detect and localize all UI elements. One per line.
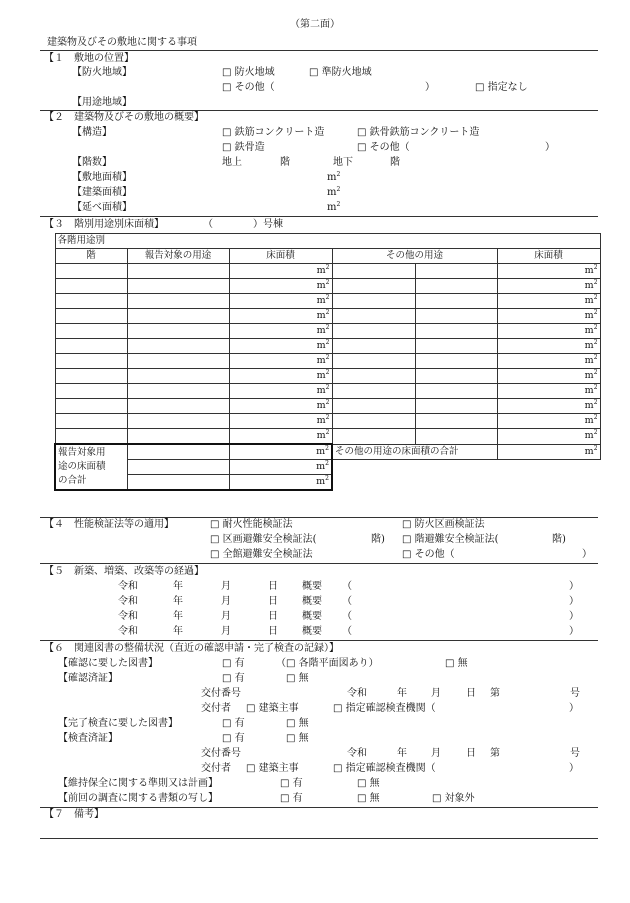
table-row <box>55 294 600 309</box>
verification-option-zone-evacuation[interactable]: □ 区画避難安全検証法( <box>210 534 317 545</box>
other-use-cell[interactable] <box>415 414 497 429</box>
open-paren: （ <box>342 626 352 637</box>
structure-label: 【構造】 <box>72 127 112 138</box>
close-paren: ） <box>569 581 579 592</box>
month-label: 月 <box>431 748 441 759</box>
floor-cell[interactable] <box>55 324 127 339</box>
other-area-cell[interactable]: $m^2$ <box>497 414 600 429</box>
site-area-label: 【敷地面積】 <box>72 172 132 183</box>
day-label: 日 <box>268 611 278 622</box>
other-area-cell[interactable]: $m^2$ <box>497 324 600 339</box>
option-none[interactable]: □ 無 <box>445 658 468 669</box>
table-caption: 各階用途別 <box>55 234 600 249</box>
floor-cell[interactable] <box>55 264 127 279</box>
area-unit: $m^2$ <box>327 201 341 213</box>
table-row <box>55 429 600 445</box>
report-area-cell[interactable]: $m^2$ <box>229 279 332 294</box>
structure-option-rc[interactable]: □ 鉄筋コンクリート造 <box>222 127 325 138</box>
structure-option-other[interactable]: □ その他（ <box>357 142 410 153</box>
year-label: 年 <box>173 596 183 607</box>
table-row <box>55 414 600 429</box>
close-paren: ） <box>545 142 555 153</box>
year-label: 年 <box>173 611 183 622</box>
divider <box>40 563 598 564</box>
day-label: 日 <box>466 688 476 699</box>
building-area-label: 【建築面積】 <box>72 187 132 198</box>
total-floor-area-label: 【延べ面積】 <box>72 202 132 213</box>
table-row <box>55 324 600 339</box>
floor-cell[interactable] <box>55 354 127 369</box>
option-all-floor-plans[interactable]: （□ 各階平面図あり） <box>276 658 379 669</box>
floor-cell[interactable] <box>55 399 127 414</box>
summary-label: 概要 <box>302 611 322 622</box>
floor-area-table <box>54 233 601 491</box>
page-label: （第二面） <box>290 19 340 30</box>
other-total-area-cell[interactable]: $m^2$ <box>497 444 600 460</box>
report-area-cell[interactable]: $m^2$ <box>229 324 332 339</box>
verification-option-fire-compartment[interactable]: □ 防火区画検証法 <box>402 519 485 530</box>
option-has[interactable]: □ 有 <box>280 778 303 789</box>
close-paren: ） <box>569 626 579 637</box>
floor-cell[interactable] <box>55 414 127 429</box>
other-area-cell[interactable]: $m^2$ <box>497 399 600 414</box>
report-area-cell[interactable]: $m^2$ <box>229 429 332 445</box>
confirm-certificate-label: 【確認済証】 <box>58 673 118 684</box>
close-paren: ） <box>582 549 592 560</box>
verification-option-building-evacuation[interactable]: □ 全館避難安全検証法 <box>210 549 313 560</box>
header-report-use: 報告対象の用途 <box>127 249 229 264</box>
maintenance-plan-label: 【維持保全に関する準則又は計画】 <box>58 778 218 789</box>
completion-docs-label: 【完了検査に要した図書】 <box>58 718 178 729</box>
section1-title: 【１ 敷地の位置】 <box>44 53 134 64</box>
report-area-cell[interactable]: $m^2$ <box>229 339 332 354</box>
blank-cell <box>332 475 600 491</box>
other-use-cell[interactable] <box>332 429 415 445</box>
close-paren: ） <box>569 596 579 607</box>
area-unit: $m^2$ <box>327 171 341 183</box>
other-use-cell[interactable] <box>332 264 415 279</box>
inspection-certificate-label: 【検査済証】 <box>58 733 118 744</box>
header-area: 床面積 <box>497 249 600 264</box>
issue-number-label: 交付番号 <box>201 688 241 699</box>
option-not-applicable[interactable]: □ 対象外 <box>432 793 475 804</box>
year-label: 年 <box>173 581 183 592</box>
option-none[interactable]: □ 無 <box>357 793 380 804</box>
option-has[interactable]: □ 有 <box>222 658 245 669</box>
report-use-cell[interactable] <box>127 414 229 429</box>
report-use-cell[interactable] <box>127 399 229 414</box>
other-area-cell[interactable]: $m^2$ <box>497 339 600 354</box>
other-use-cell[interactable] <box>332 294 415 309</box>
other-use-cell[interactable] <box>332 339 415 354</box>
year-label: 年 <box>397 748 407 759</box>
table-header-row <box>55 249 600 264</box>
issuer-option-agency[interactable]: □ 指定確認検査機関（ <box>333 763 436 774</box>
option-has[interactable]: □ 有 <box>222 718 245 729</box>
year-label: 年 <box>173 626 183 637</box>
report-area-cell[interactable]: $m^2$ <box>229 399 332 414</box>
option-has[interactable]: □ 有 <box>280 793 303 804</box>
section3-title: 【３ 階別用途別床面積】 <box>44 219 164 230</box>
report-use-cell[interactable] <box>127 324 229 339</box>
report-area-cell[interactable]: $m^2$ <box>229 384 332 399</box>
fire-zone-option-semi[interactable]: □ 準防火地域 <box>309 67 372 78</box>
structure-option-steel[interactable]: □ 鉄骨造 <box>222 142 265 153</box>
table-caption-row <box>55 234 600 249</box>
option-none[interactable]: □ 無 <box>286 673 309 684</box>
floor-cell[interactable] <box>55 339 127 354</box>
day-label: 日 <box>268 626 278 637</box>
report-use-cell[interactable] <box>127 369 229 384</box>
summary-label: 概要 <box>302 626 322 637</box>
use-zone-label: 【用途地域】 <box>72 97 132 108</box>
other-use-cell[interactable] <box>415 339 497 354</box>
close-paren: ） <box>569 763 579 774</box>
floor-cell[interactable] <box>55 429 127 445</box>
month-label: 月 <box>221 626 231 637</box>
era-label: 令和 <box>118 626 138 637</box>
report-use-cell[interactable] <box>127 429 229 445</box>
issuer-label: 交付者 <box>201 763 231 774</box>
report-area-cell[interactable]: $m^2$ <box>229 264 332 279</box>
totals-row <box>55 444 600 460</box>
divider <box>40 216 598 217</box>
other-use-cell[interactable] <box>415 399 497 414</box>
other-use-cell[interactable] <box>332 384 415 399</box>
section7-title: 【７ 備考】 <box>44 809 104 820</box>
close-paren: ） <box>569 703 579 714</box>
total-area-cell[interactable]: $m^2$ <box>229 475 332 491</box>
option-none[interactable]: □ 無 <box>286 733 309 744</box>
era-label: 令和 <box>118 581 138 592</box>
total-use-cell[interactable] <box>127 444 229 460</box>
report-use-cell[interactable] <box>127 279 229 294</box>
page-heading: 建築物及びその敷地に関する事項 <box>47 37 197 48</box>
divider <box>40 110 598 111</box>
verification-option-fire-resistance[interactable]: □ 耐火性能検証法 <box>210 519 293 530</box>
confirm-docs-label: 【確認に要した図書】 <box>58 658 158 669</box>
structure-option-src[interactable]: □ 鉄骨鉄筋コンクリート造 <box>357 127 480 138</box>
fire-zone-option-other[interactable]: □ その他（ <box>222 82 275 93</box>
issue-number-label: 交付番号 <box>201 748 241 759</box>
floor-unit: 階) <box>552 534 566 545</box>
other-use-cell[interactable] <box>332 354 415 369</box>
other-use-cell[interactable] <box>332 399 415 414</box>
area-unit: $m^2$ <box>327 186 341 198</box>
day-label: 日 <box>466 748 476 759</box>
other-use-cell[interactable] <box>415 309 497 324</box>
open-paren: （ <box>342 596 352 607</box>
table-row <box>55 264 600 279</box>
era-label: 令和 <box>118 611 138 622</box>
report-area-cell[interactable]: $m^2$ <box>229 309 332 324</box>
floor-unit: 階 <box>280 157 290 168</box>
other-area-cell[interactable]: $m^2$ <box>497 369 600 384</box>
era-label: 令和 <box>118 596 138 607</box>
report-use-total-label: 報告対象用 途の床面積 の合計 <box>55 444 127 490</box>
divider <box>40 640 598 641</box>
total-area-cell[interactable]: $m^2$ <box>229 444 332 460</box>
option-has[interactable]: □ 有 <box>222 733 245 744</box>
fire-zone-option-fireproof[interactable]: □ 防火地域 <box>222 67 275 78</box>
other-area-cell[interactable]: $m^2$ <box>497 264 600 279</box>
floor-cell[interactable] <box>55 369 127 384</box>
number-suffix: 号 <box>570 748 580 759</box>
floor-cell[interactable] <box>55 384 127 399</box>
header-area: 床面積 <box>229 249 332 264</box>
year-label: 年 <box>397 688 407 699</box>
total-use-cell[interactable] <box>127 460 229 475</box>
other-area-cell[interactable]: $m^2$ <box>497 384 600 399</box>
other-use-cell[interactable] <box>332 324 415 339</box>
open-paren: （ <box>342 611 352 622</box>
other-area-cell[interactable]: $m^2$ <box>497 429 600 445</box>
option-none[interactable]: □ 無 <box>286 718 309 729</box>
header-floor: 階 <box>55 249 127 264</box>
issuer-option-official[interactable]: □ 建築主事 <box>246 703 299 714</box>
fire-zone-label: 【防火地域】 <box>72 67 132 78</box>
report-use-cell[interactable] <box>127 354 229 369</box>
table-row <box>55 279 600 294</box>
building-number: （ ）号棟 <box>203 219 283 230</box>
report-area-cell[interactable]: $m^2$ <box>229 354 332 369</box>
floor-unit: 階 <box>390 157 400 168</box>
summary-label: 概要 <box>302 596 322 607</box>
report-area-cell[interactable]: $m^2$ <box>229 294 332 309</box>
verification-option-other[interactable]: □ その他（ <box>402 549 455 560</box>
previous-survey-copy-label: 【前回の調査に関する書類の写し】 <box>58 793 218 804</box>
divider <box>40 838 598 839</box>
other-use-cell[interactable] <box>415 324 497 339</box>
verification-option-floor-evacuation[interactable]: □ 階避難安全検証法( <box>402 534 499 545</box>
other-area-cell[interactable]: $m^2$ <box>497 294 600 309</box>
summary-label: 概要 <box>302 581 322 592</box>
month-label: 月 <box>221 581 231 592</box>
other-use-cell[interactable] <box>415 384 497 399</box>
floor-cell[interactable] <box>55 309 127 324</box>
floor-cell[interactable] <box>55 279 127 294</box>
other-use-cell[interactable] <box>332 369 415 384</box>
floor-cell[interactable] <box>55 294 127 309</box>
other-use-cell[interactable] <box>332 279 415 294</box>
option-has[interactable]: □ 有 <box>222 673 245 684</box>
table-row <box>55 399 600 414</box>
number-prefix: 第 <box>490 748 500 759</box>
table-row <box>55 354 600 369</box>
report-area-cell[interactable]: $m^2$ <box>229 369 332 384</box>
other-use-cell[interactable] <box>415 294 497 309</box>
report-use-cell[interactable] <box>127 384 229 399</box>
issuer-option-agency[interactable]: □ 指定確認検査機関（ <box>333 703 436 714</box>
divider <box>40 517 598 518</box>
divider <box>40 807 598 808</box>
other-use-cell[interactable] <box>332 309 415 324</box>
floors-label: 【階数】 <box>72 157 112 168</box>
option-none[interactable]: □ 無 <box>357 778 380 789</box>
report-use-cell[interactable] <box>127 264 229 279</box>
table-row <box>55 384 600 399</box>
open-paren: （ <box>342 581 352 592</box>
other-use-cell[interactable] <box>415 429 497 445</box>
other-use-cell[interactable] <box>415 279 497 294</box>
other-use-cell[interactable] <box>415 354 497 369</box>
day-label: 日 <box>268 596 278 607</box>
floor-unit: 階) <box>371 534 385 545</box>
other-use-cell[interactable] <box>332 414 415 429</box>
table-row <box>55 309 600 324</box>
floors-above-label: 地上 <box>222 157 242 168</box>
fire-zone-option-none[interactable]: □ 指定なし <box>475 82 528 93</box>
totals-row <box>55 460 600 475</box>
month-label: 月 <box>221 596 231 607</box>
issuer-option-official[interactable]: □ 建築主事 <box>246 763 299 774</box>
close-paren: ） <box>569 611 579 622</box>
report-use-cell[interactable] <box>127 339 229 354</box>
floors-below-label: 地下 <box>333 157 353 168</box>
section6-title: 【６ 関連図書の整備状況（直近の確認申請・完了検査の記録）】 <box>44 643 339 654</box>
section4-title: 【４ 性能検証法等の適用】 <box>44 519 174 530</box>
other-use-cell[interactable] <box>415 369 497 384</box>
table-row <box>55 369 600 384</box>
other-area-cell[interactable]: $m^2$ <box>497 279 600 294</box>
month-label: 月 <box>431 688 441 699</box>
number-prefix: 第 <box>490 688 500 699</box>
report-area-cell[interactable]: $m^2$ <box>229 414 332 429</box>
other-area-cell[interactable]: $m^2$ <box>497 354 600 369</box>
report-use-cell[interactable] <box>127 309 229 324</box>
close-paren: ） <box>425 82 435 93</box>
other-use-total-label: その他の用途の床面積の合計 <box>332 444 497 460</box>
month-label: 月 <box>221 611 231 622</box>
section2-title: 【２ 建築物及びその敷地の概要】 <box>44 112 204 123</box>
table-row <box>55 339 600 354</box>
total-use-cell[interactable] <box>127 475 229 491</box>
blank-cell <box>332 460 600 475</box>
totals-row <box>55 475 600 491</box>
number-suffix: 号 <box>570 688 580 699</box>
divider <box>40 50 598 51</box>
total-area-cell[interactable]: $m^2$ <box>229 460 332 475</box>
other-use-cell[interactable] <box>415 264 497 279</box>
era-label: 令和 <box>347 748 367 759</box>
report-use-cell[interactable] <box>127 294 229 309</box>
other-area-cell[interactable]: $m^2$ <box>497 309 600 324</box>
header-other-use: その他の用途 <box>332 249 497 264</box>
issuer-label: 交付者 <box>201 703 231 714</box>
section5-title: 【５ 新築、増築、改築等の経過】 <box>44 566 204 577</box>
era-label: 令和 <box>347 688 367 699</box>
day-label: 日 <box>268 581 278 592</box>
